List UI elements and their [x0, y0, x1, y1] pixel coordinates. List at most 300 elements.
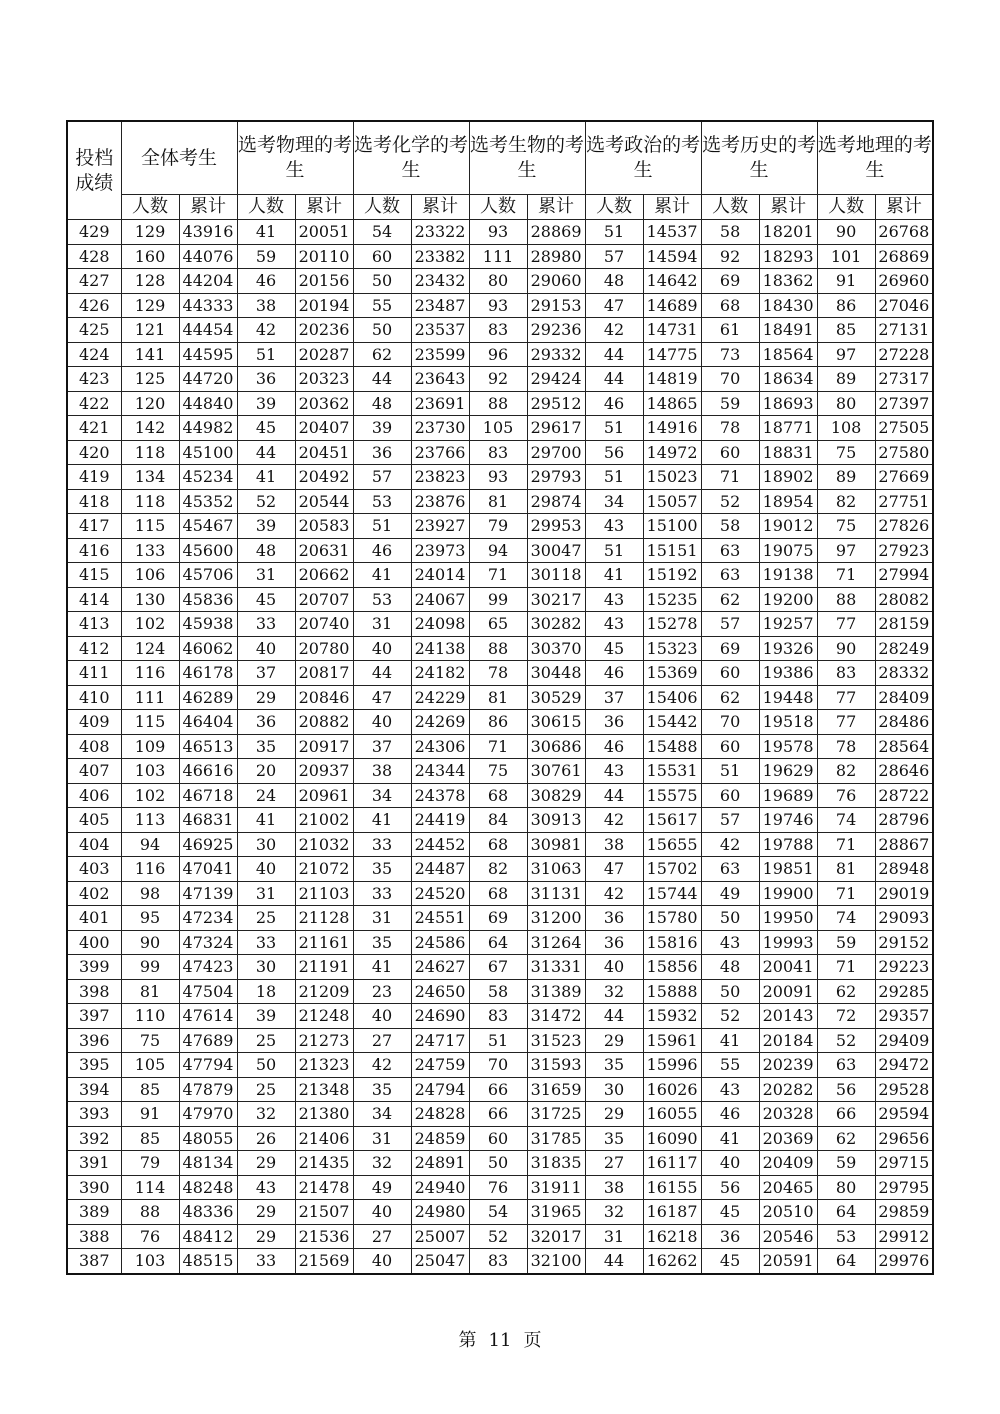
cumulative-cell: 19900: [759, 881, 817, 906]
cumulative-cell: 21380: [295, 1102, 353, 1127]
count-cell: 108: [817, 416, 875, 441]
count-cell: 97: [817, 342, 875, 367]
table-row: [67, 955, 933, 980]
cumulative-cell: 14731: [643, 318, 701, 343]
count-cell: 58: [701, 220, 759, 245]
cumulative-cell: 47614: [179, 1004, 237, 1029]
count-cell: 68: [701, 293, 759, 318]
cumulative-cell: 14916: [643, 416, 701, 441]
cumulative-cell: 46616: [179, 759, 237, 784]
cumulative-cell: 20662: [295, 563, 353, 588]
count-cell: 46: [237, 269, 295, 294]
count-cell: 51: [585, 220, 643, 245]
cumulative-cell: 29285: [875, 979, 933, 1004]
count-cell: 71: [701, 465, 759, 490]
table-row: [67, 1200, 933, 1225]
cumulative-header: 累计: [527, 195, 585, 220]
count-cell: 40: [353, 1249, 411, 1274]
count-cell: 50: [353, 269, 411, 294]
count-cell: 82: [817, 759, 875, 784]
cumulative-cell: 44076: [179, 244, 237, 269]
count-cell: 39: [353, 416, 411, 441]
table-row: [67, 342, 933, 367]
cumulative-cell: 46831: [179, 808, 237, 833]
cumulative-cell: 30686: [527, 734, 585, 759]
count-cell: 63: [701, 563, 759, 588]
count-cell: 94: [469, 538, 527, 563]
cumulative-cell: 46289: [179, 685, 237, 710]
cumulative-cell: 27826: [875, 514, 933, 539]
table-row: [67, 832, 933, 857]
cumulative-cell: 47324: [179, 930, 237, 955]
count-cell: 44: [585, 1249, 643, 1274]
count-cell: 99: [469, 587, 527, 612]
cumulative-cell: 44333: [179, 293, 237, 318]
cumulative-cell: 21072: [295, 857, 353, 882]
count-cell: 47: [585, 857, 643, 882]
count-cell: 18: [237, 979, 295, 1004]
count-cell: 34: [353, 1102, 411, 1127]
cumulative-cell: 29332: [527, 342, 585, 367]
count-cell: 40: [701, 1151, 759, 1176]
count-cell: 33: [353, 881, 411, 906]
count-cell: 101: [817, 244, 875, 269]
score-cell: 425: [67, 318, 121, 343]
count-cell: 44: [353, 367, 411, 392]
cumulative-cell: 20282: [759, 1077, 817, 1102]
count-cell: 26: [237, 1126, 295, 1151]
cumulative-cell: 29152: [875, 930, 933, 955]
cumulative-cell: 14642: [643, 269, 701, 294]
cumulative-cell: 21478: [295, 1175, 353, 1200]
cumulative-cell: 19993: [759, 930, 817, 955]
cumulative-cell: 29472: [875, 1053, 933, 1078]
count-cell: 29: [237, 685, 295, 710]
count-cell: 37: [237, 661, 295, 686]
cumulative-cell: 45352: [179, 489, 237, 514]
cumulative-cell: 47879: [179, 1077, 237, 1102]
cumulative-cell: 20328: [759, 1102, 817, 1127]
cumulative-cell: 27046: [875, 293, 933, 318]
cumulative-cell: 26869: [875, 244, 933, 269]
count-cell: 57: [701, 612, 759, 637]
count-cell: 92: [469, 367, 527, 392]
cumulative-cell: 21128: [295, 906, 353, 931]
cumulative-cell: 15996: [643, 1053, 701, 1078]
table-row: [67, 979, 933, 1004]
score-cell: 416: [67, 538, 121, 563]
count-cell: 42: [585, 318, 643, 343]
cumulative-cell: 29656: [875, 1126, 933, 1151]
cumulative-cell: 15192: [643, 563, 701, 588]
score-table: [66, 120, 934, 1275]
count-cell: 31: [237, 881, 295, 906]
count-cell: 44: [585, 342, 643, 367]
cumulative-cell: 20236: [295, 318, 353, 343]
cumulative-cell: 21209: [295, 979, 353, 1004]
table-row: [67, 734, 933, 759]
cumulative-cell: 21348: [295, 1077, 353, 1102]
cumulative-cell: 47794: [179, 1053, 237, 1078]
cumulative-cell: 19257: [759, 612, 817, 637]
count-cell: 42: [585, 808, 643, 833]
cumulative-cell: 25007: [411, 1224, 469, 1249]
count-cell: 40: [353, 1004, 411, 1029]
count-cell: 38: [585, 832, 643, 857]
count-cell: 75: [121, 1028, 179, 1053]
count-cell: 56: [701, 1175, 759, 1200]
count-cell: 90: [121, 930, 179, 955]
count-cell: 98: [121, 881, 179, 906]
cumulative-cell: 30981: [527, 832, 585, 857]
count-cell: 32: [353, 1151, 411, 1176]
cumulative-cell: 24487: [411, 857, 469, 882]
count-cell: 41: [353, 808, 411, 833]
cumulative-cell: 16218: [643, 1224, 701, 1249]
count-cell: 118: [121, 489, 179, 514]
cumulative-cell: 16026: [643, 1077, 701, 1102]
cumulative-cell: 24520: [411, 881, 469, 906]
count-cell: 49: [353, 1175, 411, 1200]
count-cell: 44: [585, 367, 643, 392]
cumulative-cell: 18831: [759, 440, 817, 465]
count-cell: 45: [701, 1200, 759, 1225]
score-cell: 419: [67, 465, 121, 490]
cumulative-cell: 19746: [759, 808, 817, 833]
count-cell: 41: [585, 563, 643, 588]
table-row: [67, 1224, 933, 1249]
count-cell: 82: [817, 489, 875, 514]
cumulative-cell: 46513: [179, 734, 237, 759]
page-number: [0, 1326, 1000, 1352]
count-cell: 97: [817, 538, 875, 563]
cumulative-cell: 16155: [643, 1175, 701, 1200]
cumulative-cell: 30047: [527, 538, 585, 563]
count-cell: 29: [585, 1028, 643, 1053]
cumulative-cell: 29153: [527, 293, 585, 318]
count-header: 人数: [353, 195, 411, 220]
count-cell: 80: [817, 391, 875, 416]
count-cell: 52: [701, 489, 759, 514]
table-row: [67, 1077, 933, 1102]
cumulative-cell: 24586: [411, 930, 469, 955]
cumulative-cell: 15702: [643, 857, 701, 882]
count-cell: 42: [353, 1053, 411, 1078]
cumulative-cell: 15655: [643, 832, 701, 857]
cumulative-cell: 29357: [875, 1004, 933, 1029]
cumulative-cell: 14865: [643, 391, 701, 416]
count-cell: 68: [469, 783, 527, 808]
score-cell: 393: [67, 1102, 121, 1127]
score-cell: 394: [67, 1077, 121, 1102]
cumulative-header: 累计: [295, 195, 353, 220]
count-cell: 43: [585, 612, 643, 637]
count-cell: 62: [353, 342, 411, 367]
count-cell: 81: [121, 979, 179, 1004]
count-cell: 134: [121, 465, 179, 490]
count-cell: 40: [353, 1200, 411, 1225]
cumulative-cell: 32017: [527, 1224, 585, 1249]
cumulative-cell: 16090: [643, 1126, 701, 1151]
cumulative-cell: 24452: [411, 832, 469, 857]
cumulative-cell: 19788: [759, 832, 817, 857]
cumulative-cell: 24891: [411, 1151, 469, 1176]
count-header: 人数: [121, 195, 179, 220]
cumulative-cell: 28722: [875, 783, 933, 808]
cumulative-cell: 20362: [295, 391, 353, 416]
count-cell: 116: [121, 661, 179, 686]
cumulative-cell: 23691: [411, 391, 469, 416]
count-cell: 58: [701, 514, 759, 539]
score-cell: 403: [67, 857, 121, 882]
cumulative-cell: 14689: [643, 293, 701, 318]
count-cell: 66: [817, 1102, 875, 1127]
count-cell: 63: [701, 857, 759, 882]
cumulative-cell: 20409: [759, 1151, 817, 1176]
cumulative-cell: 20407: [295, 416, 353, 441]
cumulative-cell: 23537: [411, 318, 469, 343]
count-cell: 45: [237, 416, 295, 441]
count-cell: 116: [121, 857, 179, 882]
cumulative-header: 累计: [875, 195, 933, 220]
table-row: [67, 759, 933, 784]
cumulative-cell: 14819: [643, 367, 701, 392]
cumulative-cell: 23973: [411, 538, 469, 563]
cumulative-cell: 44982: [179, 416, 237, 441]
count-cell: 40: [237, 857, 295, 882]
cumulative-cell: 20194: [295, 293, 353, 318]
cumulative-cell: 20510: [759, 1200, 817, 1225]
cumulative-cell: 20631: [295, 538, 353, 563]
table-row: [67, 220, 933, 245]
count-cell: 48: [585, 269, 643, 294]
cumulative-cell: 19386: [759, 661, 817, 686]
cumulative-cell: 15888: [643, 979, 701, 1004]
cumulative-cell: 21103: [295, 881, 353, 906]
cumulative-cell: 16262: [643, 1249, 701, 1274]
table-row: [67, 808, 933, 833]
cumulative-cell: 31200: [527, 906, 585, 931]
cumulative-cell: 19200: [759, 587, 817, 612]
cumulative-cell: 20917: [295, 734, 353, 759]
count-cell: 130: [121, 587, 179, 612]
count-cell: 29: [585, 1102, 643, 1127]
cumulative-cell: 30370: [527, 636, 585, 661]
count-cell: 37: [353, 734, 411, 759]
count-cell: 59: [237, 244, 295, 269]
count-cell: 35: [353, 1077, 411, 1102]
count-cell: 41: [701, 1028, 759, 1053]
count-cell: 43: [237, 1175, 295, 1200]
cumulative-cell: 20882: [295, 710, 353, 735]
cumulative-cell: 15856: [643, 955, 701, 980]
cumulative-cell: 30615: [527, 710, 585, 735]
count-cell: 51: [701, 759, 759, 784]
group-header-biology: 选考生物的考生: [469, 121, 585, 195]
cumulative-cell: 21435: [295, 1151, 353, 1176]
cumulative-cell: 45706: [179, 563, 237, 588]
cumulative-cell: 14775: [643, 342, 701, 367]
cumulative-cell: 46178: [179, 661, 237, 686]
cumulative-cell: 47970: [179, 1102, 237, 1127]
cumulative-cell: 30761: [527, 759, 585, 784]
count-cell: 36: [585, 930, 643, 955]
cumulative-cell: 29223: [875, 955, 933, 980]
count-cell: 41: [701, 1126, 759, 1151]
cumulative-cell: 24717: [411, 1028, 469, 1053]
cumulative-cell: 31472: [527, 1004, 585, 1029]
count-cell: 71: [817, 563, 875, 588]
count-cell: 74: [817, 808, 875, 833]
count-cell: 83: [817, 661, 875, 686]
cumulative-cell: 32100: [527, 1249, 585, 1274]
cumulative-cell: 24419: [411, 808, 469, 833]
cumulative-cell: 24759: [411, 1053, 469, 1078]
score-cell: 391: [67, 1151, 121, 1176]
cumulative-cell: 18634: [759, 367, 817, 392]
count-cell: 53: [353, 587, 411, 612]
group-header-politics: 选考政治的考生: [585, 121, 701, 195]
score-cell: 408: [67, 734, 121, 759]
cumulative-cell: 19012: [759, 514, 817, 539]
count-cell: 60: [469, 1126, 527, 1151]
cumulative-cell: 27994: [875, 563, 933, 588]
count-cell: 90: [817, 636, 875, 661]
cumulative-cell: 19326: [759, 636, 817, 661]
count-cell: 41: [237, 808, 295, 833]
cumulative-cell: 19629: [759, 759, 817, 784]
count-cell: 27: [353, 1028, 411, 1053]
count-cell: 33: [237, 612, 295, 637]
count-cell: 88: [817, 587, 875, 612]
cumulative-cell: 24269: [411, 710, 469, 735]
cumulative-cell: 44595: [179, 342, 237, 367]
cumulative-cell: 27397: [875, 391, 933, 416]
count-cell: 25: [237, 906, 295, 931]
cumulative-cell: 19138: [759, 563, 817, 588]
cumulative-cell: 18693: [759, 391, 817, 416]
count-cell: 77: [817, 710, 875, 735]
count-cell: 58: [469, 979, 527, 1004]
cumulative-cell: 27228: [875, 342, 933, 367]
count-cell: 37: [585, 685, 643, 710]
cumulative-cell: 15100: [643, 514, 701, 539]
cumulative-cell: 15932: [643, 1004, 701, 1029]
count-cell: 133: [121, 538, 179, 563]
count-cell: 35: [353, 857, 411, 882]
cumulative-cell: 15235: [643, 587, 701, 612]
cumulative-cell: 15816: [643, 930, 701, 955]
count-cell: 67: [469, 955, 527, 980]
table-row: [67, 244, 933, 269]
count-cell: 105: [469, 416, 527, 441]
table-row: [67, 1028, 933, 1053]
count-cell: 29: [237, 1224, 295, 1249]
count-cell: 102: [121, 783, 179, 808]
cumulative-cell: 27751: [875, 489, 933, 514]
count-header: 人数: [585, 195, 643, 220]
cumulative-cell: 28409: [875, 685, 933, 710]
score-cell: 424: [67, 342, 121, 367]
score-cell: 412: [67, 636, 121, 661]
cumulative-cell: 24980: [411, 1200, 469, 1225]
cumulative-cell: 24138: [411, 636, 469, 661]
count-cell: 57: [701, 808, 759, 833]
cumulative-cell: 14972: [643, 440, 701, 465]
count-cell: 25: [237, 1077, 295, 1102]
cumulative-cell: 46925: [179, 832, 237, 857]
score-column-header: 投档成绩: [67, 121, 121, 220]
cumulative-cell: 46404: [179, 710, 237, 735]
count-cell: 20: [237, 759, 295, 784]
count-cell: 83: [469, 1249, 527, 1274]
cumulative-cell: 48134: [179, 1151, 237, 1176]
count-cell: 45: [237, 587, 295, 612]
count-cell: 34: [585, 489, 643, 514]
count-cell: 68: [469, 881, 527, 906]
table-row: [67, 489, 933, 514]
table-row: [67, 1249, 933, 1274]
count-cell: 31: [353, 906, 411, 931]
score-cell: 404: [67, 832, 121, 857]
cumulative-cell: 47689: [179, 1028, 237, 1053]
group-header-physics: 选考物理的考生: [237, 121, 353, 195]
count-cell: 36: [701, 1224, 759, 1249]
cumulative-cell: 26960: [875, 269, 933, 294]
count-cell: 50: [701, 979, 759, 1004]
count-cell: 42: [585, 881, 643, 906]
count-cell: 76: [121, 1224, 179, 1249]
table-row: [67, 661, 933, 686]
cumulative-cell: 18771: [759, 416, 817, 441]
cumulative-cell: 15023: [643, 465, 701, 490]
count-cell: 56: [585, 440, 643, 465]
group-header-all: 全体考生: [121, 121, 237, 195]
count-cell: 68: [469, 832, 527, 857]
cumulative-cell: 28159: [875, 612, 933, 637]
count-cell: 76: [817, 783, 875, 808]
count-cell: 46: [585, 391, 643, 416]
count-cell: 102: [121, 612, 179, 637]
count-cell: 32: [585, 1200, 643, 1225]
cumulative-cell: 20369: [759, 1126, 817, 1151]
cumulative-cell: 24551: [411, 906, 469, 931]
cumulative-cell: 48336: [179, 1200, 237, 1225]
count-cell: 46: [353, 538, 411, 563]
count-cell: 129: [121, 220, 179, 245]
count-cell: 31: [237, 563, 295, 588]
score-cell: 388: [67, 1224, 121, 1249]
cumulative-cell: 29512: [527, 391, 585, 416]
cumulative-cell: 31965: [527, 1200, 585, 1225]
cumulative-cell: 19518: [759, 710, 817, 735]
cumulative-cell: 27505: [875, 416, 933, 441]
cumulative-cell: 47504: [179, 979, 237, 1004]
count-cell: 72: [817, 1004, 875, 1029]
score-cell: 398: [67, 979, 121, 1004]
count-cell: 45: [701, 1249, 759, 1274]
count-cell: 95: [121, 906, 179, 931]
cumulative-cell: 19950: [759, 906, 817, 931]
cumulative-cell: 31523: [527, 1028, 585, 1053]
cumulative-cell: 28867: [875, 832, 933, 857]
count-cell: 65: [469, 612, 527, 637]
score-cell: 423: [67, 367, 121, 392]
cumulative-cell: 20323: [295, 367, 353, 392]
cumulative-cell: 25047: [411, 1249, 469, 1274]
cumulative-cell: 21032: [295, 832, 353, 857]
table-row: [67, 1151, 933, 1176]
